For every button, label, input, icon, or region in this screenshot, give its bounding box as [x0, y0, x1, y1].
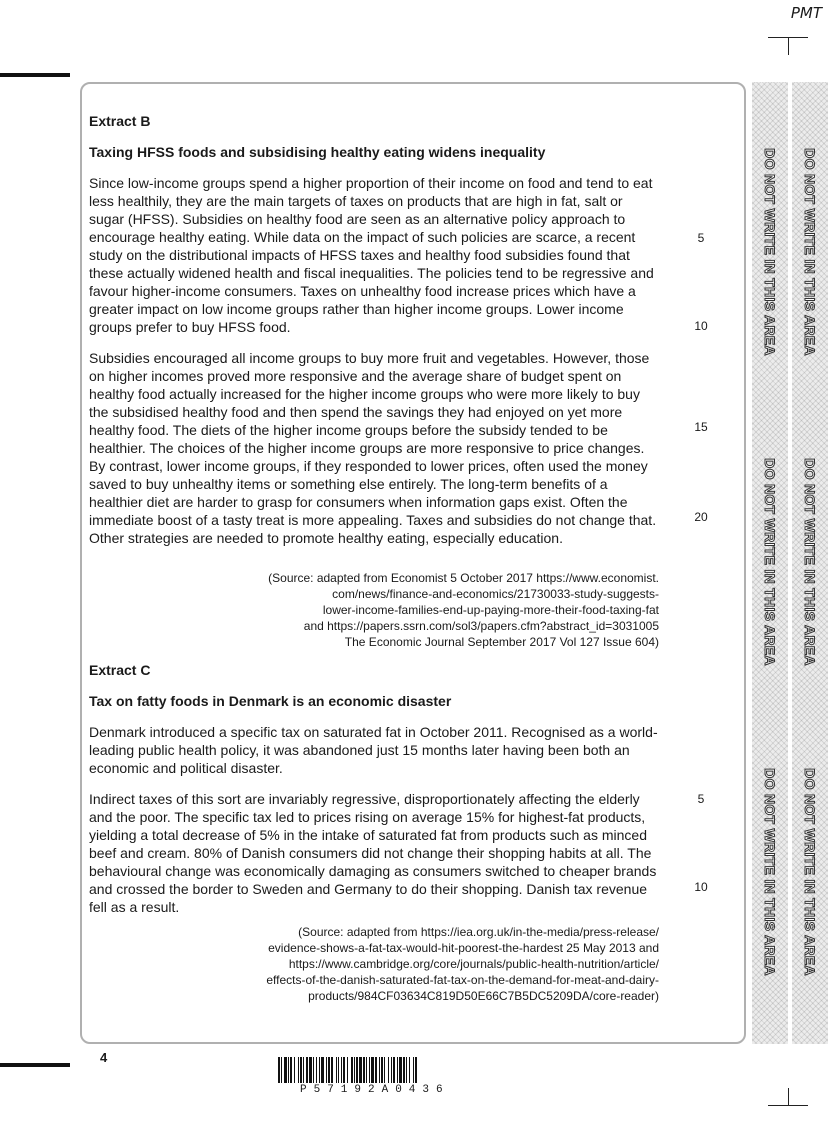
barcode-bar: [356, 1057, 358, 1083]
barcode-bar: [354, 1057, 355, 1083]
barcode-bar: [397, 1057, 398, 1083]
source-line: The Economic Journal September 2017 Vol 127 Issue 604): [344, 635, 659, 649]
margin-warning: DO NOT WRITE IN THIS AREA: [802, 148, 818, 356]
extract-b-source: [89, 570, 659, 650]
source-line: products/984CF03634C819D50E66C7B5DC5209DA/core-reader): [308, 989, 659, 1003]
barcode-bar: [338, 1057, 339, 1083]
barcode-bar: [369, 1057, 370, 1083]
barcode-bar: [288, 1057, 289, 1083]
barcode-bar: [306, 1057, 308, 1083]
line-number: 5: [697, 792, 705, 806]
source-line: (Source: adapted from Economist 5 October 2017 https://www.economist.: [268, 571, 659, 585]
barcode-bar: [328, 1057, 330, 1083]
margin-warning: DO NOT WRITE IN THIS AREA: [762, 458, 778, 666]
barcode-bar: [381, 1057, 383, 1083]
barcode-bar: [375, 1057, 377, 1083]
barcode-bar: [388, 1057, 389, 1083]
barcode-bar: [403, 1057, 405, 1083]
barcode-bar: [409, 1057, 410, 1083]
margin-strip-outer: [792, 82, 828, 1044]
extract-c: [89, 661, 659, 916]
page-number: 4: [100, 1050, 108, 1065]
barcode-bar: [319, 1057, 320, 1083]
extract-c-paragraph-1: Denmark introduced a specific tax on saturated fat in October 2011. Recognised as a world-leading public health policy, it was abandoned just 15 months later having been both an economic and political disaster.: [89, 724, 658, 776]
barcode: [278, 1057, 550, 1083]
barcode-bar: [313, 1057, 314, 1083]
barcode-bar: [309, 1057, 312, 1083]
barcode-bar: [343, 1057, 345, 1083]
margin-strip-inner: [752, 82, 788, 1044]
barcode-bar: [347, 1057, 348, 1083]
extract-c-heading: Extract C: [89, 662, 151, 678]
barcode-bar: [298, 1057, 299, 1083]
source-line: https://www.cambridge.org/core/journals/public-health-nutrition/article/: [288, 957, 659, 971]
barcode-bar: [393, 1057, 395, 1083]
line-number: 20: [694, 510, 708, 524]
barcode-bar: [413, 1057, 414, 1083]
barcode-bar: [363, 1057, 365, 1083]
extract-b-paragraph-2: Subsidies encouraged all income groups to buy more fruit and vegetables. However, those on higher incomes proved more responsive and the average share of budget spent on healthy food actually increased for the higher income groups who were more likely to buy the subsidised healthy food and then spend the savings they had enjoyed on yet more healthy food. The diets of the higher income groups before the subsidy tended to be healthier. The choices of the higher income groups are more responsive to price changes. By contrast, lower income groups, if they responded to lower prices, often used the money saved to buy unhealthy items or something else entirely. The long-term benefits of a healthier diet are harder to grasp for consumers when information gaps exist. Often the immediate boost of a tasty treat is more appealing. Taxes and subsidies do not change that. Other strategies are needed to promote healthy eating, especially education.: [89, 350, 657, 546]
barcode-bar: [399, 1057, 402, 1083]
extract-b-paragraph-1: Since low-income groups spend a higher proportion of their income on food and tend to eat less healthily, they are the main targets of taxes on products that are high in fat, salt or sugar (HFSS). Subsidies on healthy food are seen as an alternative policy approach to encourage healthy eating. While data on the impact of such policies are scarce, a recent study on the distributional impacts of HFSS taxes and healthy food subsidies found that these actually widened health and fiscal inequalities. The policies tend to be regressive and favour higher-income consumers. Taxes on unhealthy food increase prices which have a greater impact on low income groups rather than higher income groups. Lower income groups prefer to buy HFSS food.: [89, 175, 654, 335]
margin-warning: DO NOT WRITE IN THIS AREA: [762, 148, 778, 356]
source-line: (Source: adapted from https://iea.org.uk/in-the-media/press-release/: [298, 925, 659, 939]
extract-c-title: Tax on fatty foods in Denmark is an economic disaster: [89, 693, 452, 709]
barcode-bar: [294, 1057, 295, 1083]
barcode-bar: [379, 1057, 380, 1083]
barcode-bar: [384, 1057, 385, 1083]
source-line: com/news/finance-and-economics/21730033-study-suggests-: [332, 587, 659, 601]
source-line: evidence-shows-a-fat-tax-would-hit-poorest-the-hardest 25 May 2013 and: [268, 941, 659, 955]
barcode-bar: [366, 1057, 367, 1083]
barcode-bar: [371, 1057, 374, 1083]
line-number: 10: [694, 319, 708, 333]
barcode-bar: [300, 1057, 302, 1083]
barcode-bar: [281, 1057, 282, 1083]
extract-c-source: [89, 924, 659, 1004]
barcode-text: P57192A0436: [300, 1084, 450, 1096]
margin-warning: DO NOT WRITE IN THIS AREA: [762, 768, 778, 976]
barcode-bar: [290, 1057, 292, 1083]
source-line: effects-of-the-danish-saturated-fat-tax-on-the-demand-for-meat-and-dairy-: [266, 973, 659, 987]
margin-bar-top: [0, 73, 70, 77]
extract-b: [89, 112, 659, 547]
line-number: 15: [694, 420, 708, 434]
barcode-bar: [303, 1057, 304, 1083]
source-line: lower-income-families-end-up-paying-more-their-food-taxing-fat: [322, 603, 659, 617]
barcode-bar: [406, 1057, 407, 1083]
margin-warning: DO NOT WRITE IN THIS AREA: [802, 458, 818, 666]
extract-c-paragraph-2: Indirect taxes of this sort are invariably regressive, disproportionately affecting the elderly and the poor. The specific tax led to prices rising on average 15% for highest-fat products, yielding a total decrease of 5% in the intake of saturated fat from products such as minced beef and cream. 80% of Danish consumers did not change their shopping habits at all. The behavioural change was economically damaging as consumers switched to cheaper brands and crossed the border to Sweden and Germany to do their shopping. Danish tax revenue fell as a result.: [89, 791, 657, 915]
barcode-bar: [316, 1057, 317, 1083]
barcode-bar: [278, 1057, 280, 1083]
barcode-bar: [284, 1057, 287, 1083]
barcode-bar: [321, 1057, 324, 1083]
crop-mark-top: [768, 27, 808, 55]
barcode-bar: [351, 1057, 353, 1083]
barcode-bar: [415, 1057, 417, 1083]
pmt-label: PMT: [790, 4, 822, 22]
barcode-bar: [336, 1057, 337, 1083]
margin-bar-bottom: [0, 1063, 70, 1067]
line-number: 10: [694, 880, 708, 894]
barcode-bar: [326, 1057, 327, 1083]
barcode-bar: [331, 1057, 333, 1083]
line-number: 5: [697, 231, 705, 245]
margin-warning: DO NOT WRITE IN THIS AREA: [802, 768, 818, 976]
source-line: and https://papers.ssrn.com/sol3/papers.cfm?abstract_id=3031005: [303, 619, 659, 633]
barcode-bar: [359, 1057, 362, 1083]
extract-b-title: Taxing HFSS foods and subsidising healthy eating widens inequality: [89, 144, 546, 160]
crop-mark-bottom: [768, 1088, 808, 1116]
extract-b-heading: Extract B: [89, 113, 151, 129]
barcode-bar: [341, 1057, 342, 1083]
barcode-bar: [391, 1057, 392, 1083]
